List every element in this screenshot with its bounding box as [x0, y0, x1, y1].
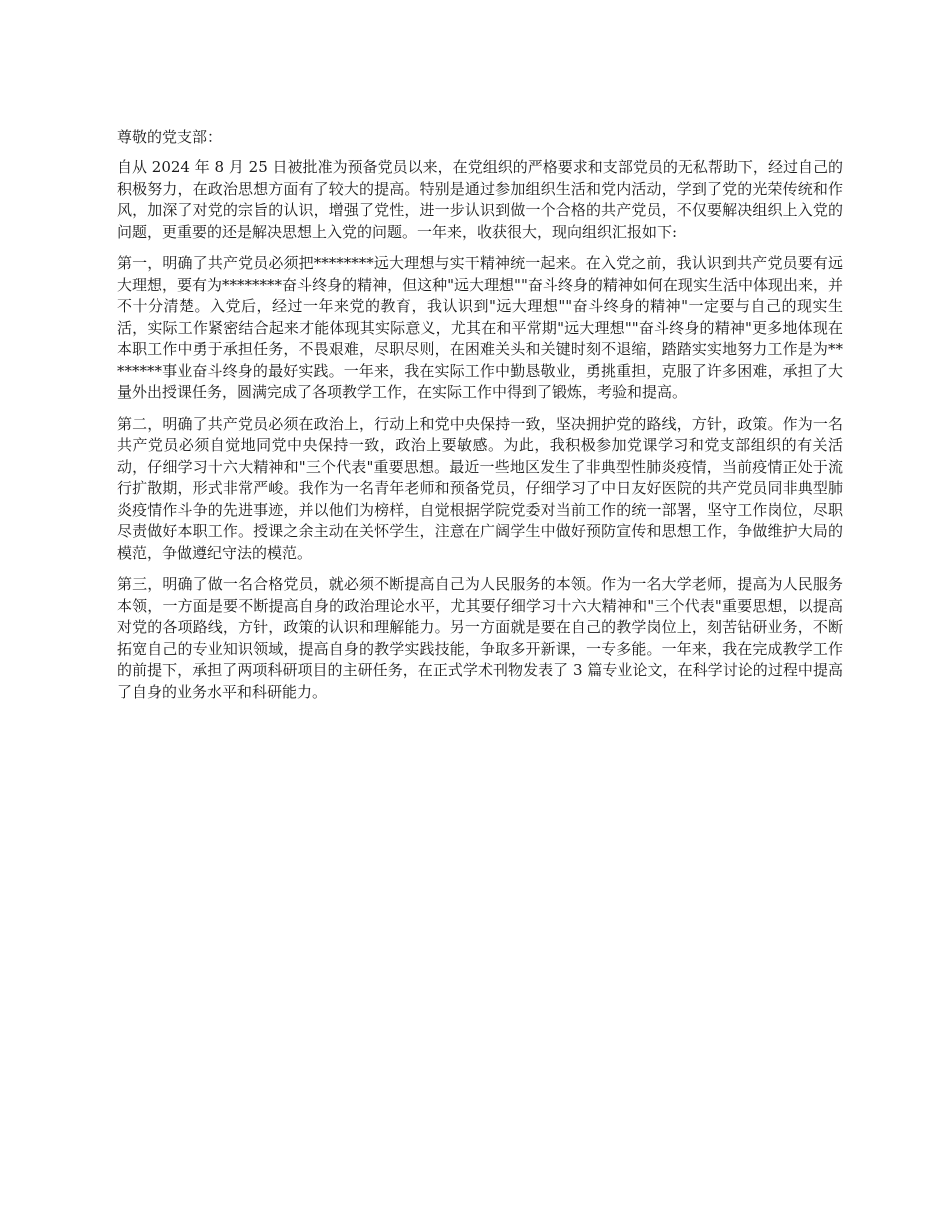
paragraph-intro: 自从 2024 年 8 月 25 日被批准为预备党员以来，在党组织的严格要求和支部党员的无私帮助下，经过自己的积极努力，在政治思想方面有了较大的提高。特别是通过参加组织生活和党内活动，学到了党的光荣传统和作风，加深了对党的宗旨的认识，增强了党性，进一步认识到做一个合格的共产党员，不仅要解决组织上入党的问题，更重要的还是解决思想上入党的问题。一年来，收获很大，现向组织汇报如下: — [117, 158, 843, 241]
paragraph-first-point: 第一，明确了共产党员必须把********远大理想与实干精神统一起来。在入党之前，我认识到共产党员要有远大理想，要有为********奋斗终身的精神，但这种"远大理想""奋斗终身的精神如何在现实生活中体现出来，并不十分清楚。入党后，经过一年来党的教育，我认识到"远大理想""奋斗终身的精神"一定要与自己的现实生活，实际工作紧密结合起来才能体现其实际意义，尤其在和平常期"远大理想""奋斗终身的精神"更多地体现在本职工作中勇于承担任务，不畏艰难，尽职尽则，在困难关头和关键时刻不退缩，踏踏实实地努力工作是为********事业奋斗终身的最好实践。一年来，我在实际工作中勤恳敬业，勇挑重担，克服了许多困难，承担了大量外出授课任务，圆满完成了各项教学工作，在实际工作中得到了锻炼，考验和提高。 — [117, 254, 843, 401]
paragraph-third-point: 第三，明确了做一名合格党员，就必须不断提高自己为人民服务的本领。作为一名大学老师，提高为人民服务本领，一方面是要不断提高自身的政治理论水平，尤其要仔细学习十六大精神和"三个代表"重要思想，以提高对党的各项路线，方针，政策的认识和理解能力。另一方面就是要在自己的教学岗位上，刻苦钻研业务，不断拓宽自己的专业知识领域，提高自身的教学实践技能，争取多开新课，一专多能。一年来，我在完成教学工作的前提下，承担了两项科研项目的主研任务，在正式学术刊物发表了 3 篇专业论文，在科学讨论的过程中提高了自身的业务水平和科研能力。 — [117, 575, 843, 701]
salutation: 尊敬的党支部： — [117, 128, 223, 146]
paragraph-second-point: 第二，明确了共产党员必须在政治上，行动上和党中央保持一致，坚决拥护党的路线，方针，政策。作为一名共产党员必须自觉地同党中央保持一致，政治上要敏感。为此，我积极参加党课学习和党支部组织的有关活动，仔细学习十六大精神和"三个代表"重要思想。最近一些地区发生了非典型性肺炎疫情，当前疫情正处于流行扩散期，形式非常严峻。我作为一名青年老师和预备党员，仔细学习了中日友好医院的共产党员同非典型肺炎疫情作斗争的先进事迹，并以他们为榜样，自觉根据学院党委对当前工作的统一部署，坚守工作岗位，尽职尽责做好本职工作。授课之余主动在关怀学生，注意在广阔学生中做好预防宣传和思想工作，争做维护大局的模范，争做遵纪守法的模范。 — [117, 414, 843, 562]
document-page — [117, 126, 843, 713]
